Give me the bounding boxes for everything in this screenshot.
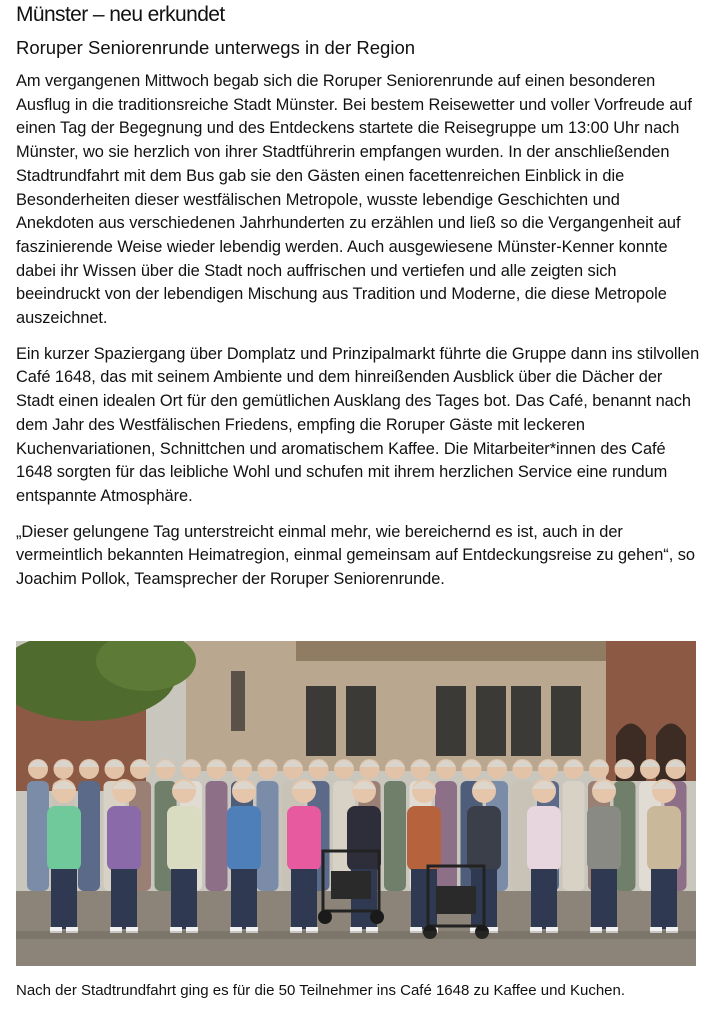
photo-rollator-wheel [318,910,332,924]
photo-rollator-bag [436,886,476,914]
photo-legs [591,869,617,929]
photo-legs [291,869,317,929]
photo-legs [51,869,77,929]
article-subheadline: Roruper Seniorenrunde unterwegs in der Region [16,37,416,58]
photo-person-back [384,781,406,891]
photo-person-back [206,781,228,891]
photo-person-front [587,806,621,871]
photo-window [551,686,581,756]
article-paragraph-1: Am vergangenen Mittwoch begab sich die Roruper Seniorenrunde auf einen besonderen Ausflug in die traditionsreiche Stadt Münster. Bei bestem Reisewetter und voller Vorfreude auf einen Tag der Begegnung und des Entdeckens startete die Reisegruppe um 13:00 Uhr nach Münster, wo sie herzlich von ihrer Stadtführerin empfangen wurden. In der anschließenden Stadtrundfahrt mit dem Bus gab sie den Gästen einen facettenreichen Einblick in die Besonderheiten dieser westfälischen Metropole, wusste lebendige Geschichten und Anekdoten aus verschiedenen Jahrhunderten zu erzählen und ließ so die Vergangenheit auf faszinierende Weise wieder lebendig werden. Auch ausgewiesene Münster-Kenner konnte dabei ihr Wissen über die Stadt noch auffrischen und vertiefen und alle zeigten sich beeindruckt von der lebendigen Mischung aus Tradition und Moderne, die diese Metropole auszeichnet. [16,72,692,328]
photo-person-front [167,806,201,871]
photo-shadow [16,931,696,939]
photo-person-back [78,781,100,891]
photo-window [436,686,466,756]
group-photo [16,641,696,966]
group-photo-illustration [16,641,696,966]
article-paragraph-2: Ein kurzer Spaziergang über Domplatz und Prinzipalmarkt führte die Gruppe dann ins stilvollen Café 1648, das mit seinem Ambiente und dem hinreißenden Ausblick über die Dächer der Stadt einen idealen Ort für den gemütlichen Ausklang des Tages bot. Das Café, benannt nach dem Jahr des Westfälischen Friedens, empfing die Roruper Gäste mit leckeren Kuchenvariationen, Schnittchen und aromatischem Kaffee. Die Mitarbeiter*innen des Café 1648 sorgten für das leibliche Wohl und schufen mit ihrem herzlichen Service eine rundum entspannte Atmosphäre. [16,344,700,505]
photo-legs [171,869,197,929]
photo-person-front [287,806,321,871]
photo-person-back [563,781,585,891]
photo-legs [651,869,677,929]
photo-statue [231,671,245,731]
photo-facade-band [296,641,606,661]
photo-rollator-wheel [370,910,384,924]
photo-person-front [527,806,561,871]
photo-person-front [107,806,141,871]
photo-legs [111,869,137,929]
photo-person-front [467,806,501,871]
photo-window [476,686,506,756]
photo-person-front [407,806,441,871]
photo-legs [231,869,257,929]
article-paragraph-3: „Dieser gelungene Tag unterstreicht einmal mehr, wie bereichernd es ist, auch in der vermeintlich bekannten Heimatregion, einmal gemeinsam auf Entdeckungsreise zu gehen“, so Joachim Pollok, Teamsprecher der Roruper Seniorenrunde. [16,522,695,589]
photo-person-front [347,806,381,871]
photo-legs [531,869,557,929]
photo-person-front [47,806,81,871]
article [16,0,700,999]
photo-person-front [227,806,261,871]
photo-window [306,686,336,756]
photo-window [511,686,541,756]
photo-caption: Nach der Stadtrundfahrt ging es für die 50 Teilnehmer ins Café 1648 zu Kaffee und Kuchen. [16,982,626,999]
photo-rollator-bag [331,871,371,899]
photo-person-back [27,781,49,891]
article-headline: Münster – neu erkundet [16,3,225,26]
photo-legs [411,869,437,929]
photo-person-front [647,806,681,871]
photo-window [346,686,376,756]
